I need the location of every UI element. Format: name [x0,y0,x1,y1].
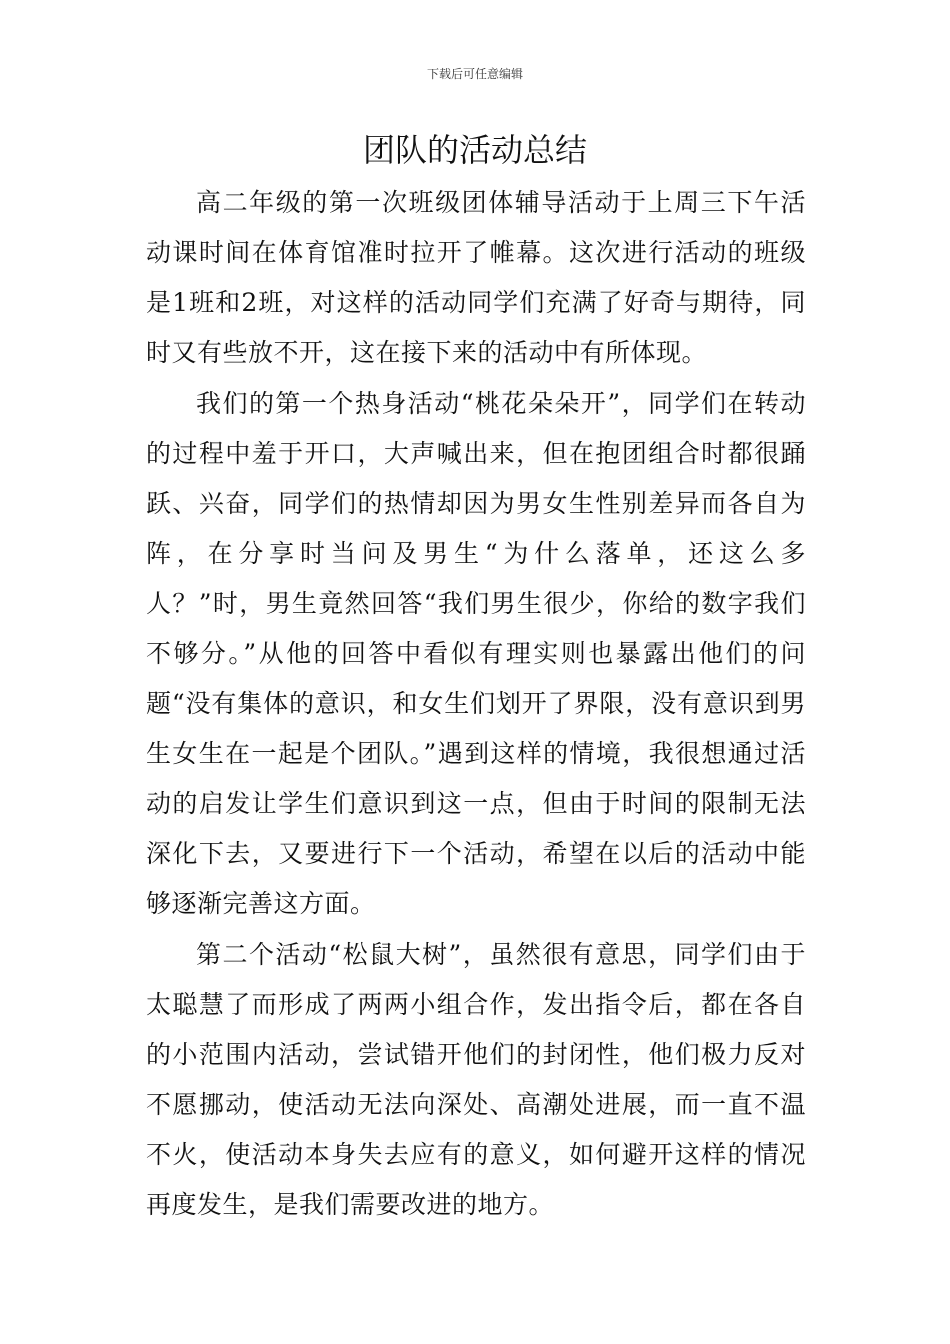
paragraph-3: 第二个活动“松鼠大树”，虽然很有意思，同学们由于太聪慧了而形成了两两小组合作，发出指令后，都在各自的小范围内活动，尝试错开他们的封闭性，他们极力反对不愿挪动，使活动无法向深处、高潮处进展，而一直不温不火，使活动本身失去应有的意义，如何避开这样的情况再度发生，是我们需要改进的地方。 [146,940,806,1219]
document-body [146,178,806,1231]
paragraph-2: 我们的第一个热身活动“桃花朵朵开”，同学们在转动的过程中羞于开口，大声喊出来，但在抱团组合时都很踊跃、兴奋，同学们的热情却因为男女生性别差异而各自为阵，在分享时当问及男生“为什么落单，还这么多人？”时，男生竟然回答“我们男生很少，你给的数字我们不够分。”从他的回答中看似有理实则也暴露出他们的问题“没有集体的意识，和女生们划开了界限，没有意识到男生女生在一起是个团队。”遇到这样的情境，我很想通过活动的启发让学生们意识到这一点，但由于时间的限制无法深化下去，又要进行下一个活动，希望在以后的活动中能够逐渐完善这方面。 [146,389,806,918]
paragraph-1: 高二年级的第一次班级团体辅导活动于上周三下午活动课时间在体育馆准时拉开了帷幕。这次进行活动的班级是1班和2班，对这样的活动同学们充满了好奇与期待，同时又有些放不开，这在接下来的活动中有所体现。 [146,188,806,367]
document-title: 团队的活动总结 [362,131,587,169]
header-note: 下载后可任意编辑 [426,67,523,81]
